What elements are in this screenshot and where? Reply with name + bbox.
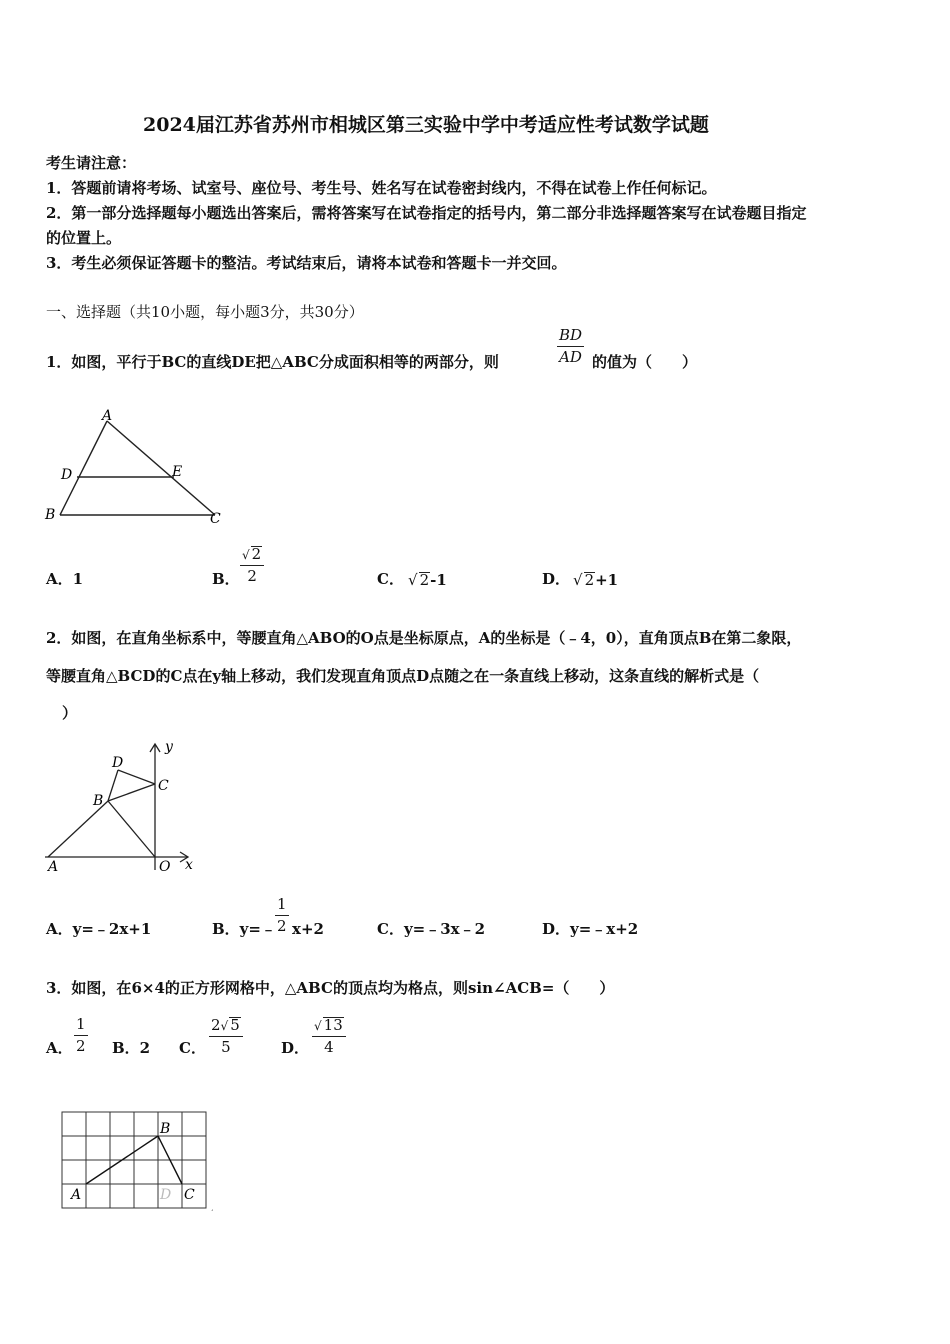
svg-text:،: ،: [211, 1205, 214, 1213]
q2-label-y: y: [165, 739, 173, 755]
q1-option-b-rad: 2: [251, 545, 262, 563]
q1-option-b-fraction: √ 2 2: [240, 546, 264, 584]
q3-option-a-fraction: [74, 1017, 88, 1054]
q3-option-a-label[interactable]: A．: [46, 1039, 73, 1057]
notice-line-3: 3．考生必须保证答题卡的整洁。考试结束后，请将本试卷和答题卡一并交回。: [46, 254, 567, 272]
q1-option-b-label[interactable]: B．: [212, 570, 240, 588]
q2-option-c[interactable]: C．y=﹣3x﹣2: [377, 920, 486, 938]
q2-label-B: B: [93, 793, 104, 809]
q2-option-b-label[interactable]: B．y=﹣: [212, 920, 276, 938]
q3-label-D: D: [160, 1187, 172, 1203]
q1-label-C: C: [210, 511, 221, 527]
q3-option-d-fraction: √ 13 4: [312, 1017, 346, 1055]
q3-option-c-fraction: 2√ 5 5: [209, 1017, 243, 1055]
q3-option-c-den: 5: [221, 1038, 231, 1056]
q2-label-A: A: [48, 859, 59, 875]
q2-option-b-num: 1: [277, 895, 287, 913]
q3-label-B: B: [160, 1121, 171, 1137]
q1-option-a[interactable]: A．1: [46, 570, 84, 588]
q3-option-c-label[interactable]: C．: [179, 1039, 206, 1057]
q1-frac-num: BD: [559, 326, 583, 344]
q1-figure: [40, 405, 230, 530]
q2-line-2: 等腰直角△BCD的C点在y轴上移动，我们发现直角顶点D点随之在一条直线上移动，这条直线的解析式是（: [46, 667, 760, 685]
q2-line-3: ）: [62, 704, 78, 722]
q3-option-d-label[interactable]: D．: [281, 1039, 310, 1057]
q3-option-b[interactable]: B．2: [112, 1039, 151, 1057]
q1-label-D: D: [61, 467, 73, 483]
q2-option-d[interactable]: D．y=﹣x+2: [542, 920, 639, 938]
notice-line-2b: 的位置上。: [46, 229, 122, 247]
q1-option-d-value: √ 2+1: [573, 571, 619, 589]
q1-option-c-rad: 2: [419, 571, 430, 589]
q3-option-a-num: 1: [76, 1015, 86, 1033]
q1-text: 1．如图，平行于BC的直线DE把△ABC分成面积相等的两部分，则: [46, 353, 499, 371]
notice-heading: 考生请注意：: [46, 154, 137, 172]
q1-option-c-label[interactable]: C．: [377, 570, 404, 588]
q2-label-x: x: [185, 857, 193, 873]
q2-line-1: 2．如图，在直角坐标系中，等腰直角△ABO的O点是坐标原点，A的坐标是（﹣4，0），直角顶点B在第二象限，: [46, 629, 802, 647]
q3-option-c-rad: 5: [230, 1016, 240, 1034]
q2-option-b-fraction: [275, 897, 289, 934]
q1-option-d-label[interactable]: D．: [542, 570, 571, 588]
q2-option-a[interactable]: A．y=﹣2x+1: [46, 920, 152, 938]
q2-label-O: O: [159, 859, 171, 875]
q1-fraction: [557, 328, 584, 365]
section-heading: 一、选择题（共10小题，每小题3分，共30分）: [46, 303, 364, 321]
q1-option-d-tail: +1: [595, 571, 619, 589]
q1-label-A: A: [102, 408, 113, 424]
q3-option-c-coef: 2: [211, 1016, 221, 1034]
q3-figure: [55, 1105, 220, 1215]
q2-option-b-tail: x+2: [292, 920, 324, 938]
q2-figure: [40, 738, 200, 878]
q1-option-c-value: √ 2-1: [408, 571, 447, 589]
q3-label-A: A: [71, 1187, 82, 1203]
q3-label-C: C: [184, 1187, 195, 1203]
notice-line-1: 1．答题前请将考场、试室号、座位号、考生号、姓名写在试卷密封线内，不得在试卷上作任何标记。: [46, 179, 717, 197]
q3-option-a-den: 2: [76, 1037, 86, 1055]
q3-option-d-den: 4: [324, 1038, 334, 1056]
notice-line-2a: 2．第一部分选择题每小题选出答案后，需将答案写在试卷指定的括号内，第二部分非选择题答案写在试卷题目指定: [46, 204, 807, 222]
q1-option-c-tail: -1: [430, 571, 447, 589]
page-title: 2024届江苏省苏州市相城区第三实验中学中考适应性考试数学试题: [143, 114, 709, 136]
q3-text: 3．如图，在6×4的正方形网格中，△ABC的顶点均为格点，则sin∠ACB=（ ）: [46, 979, 615, 997]
q1-label-E: E: [172, 464, 183, 480]
q2-label-C: C: [158, 778, 169, 794]
q1-option-d-rad: 2: [584, 571, 595, 589]
q1-label-B: B: [45, 507, 56, 523]
q2-option-b-den: 2: [277, 917, 287, 935]
q3-option-d-rad: 13: [323, 1016, 343, 1034]
q1-frac-den: AD: [559, 348, 582, 366]
q2-label-D: D: [112, 755, 124, 771]
q1-tail: 的值为（ ）: [592, 353, 698, 371]
q1-option-b-den: 2: [247, 567, 257, 585]
